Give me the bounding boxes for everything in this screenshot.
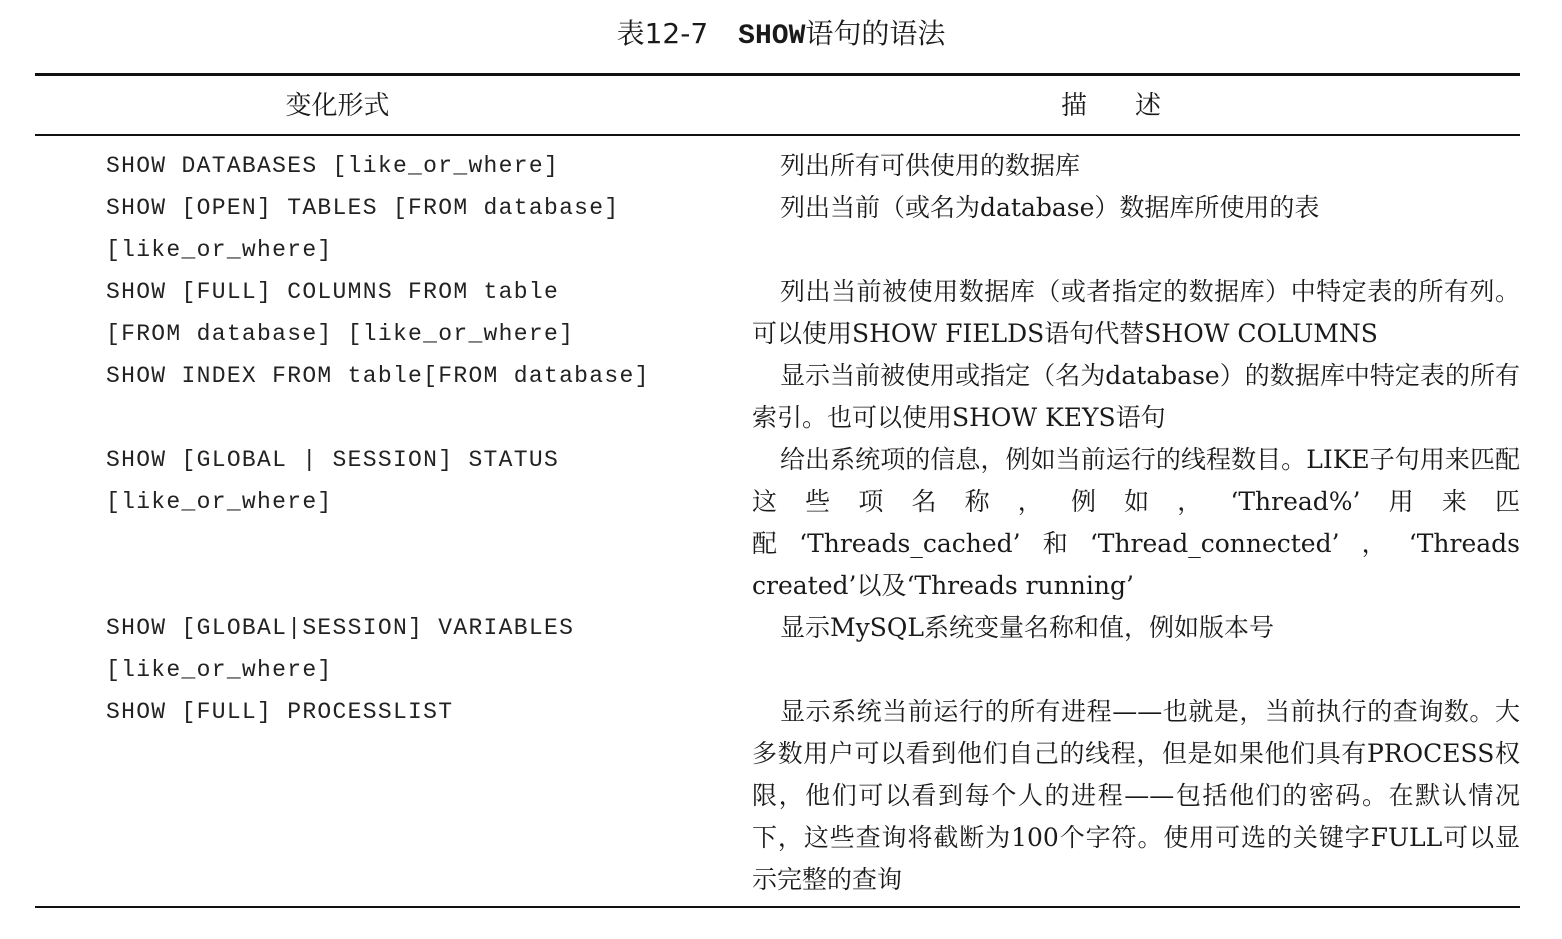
top-rule (35, 73, 1520, 76)
description-cell: 显示当前被使用或指定（名为database）的数据库中特定表的所有索引。也可以使用SHOW KEYS语句 (752, 361, 1520, 432)
description-cell: 列出当前（或名为database）数据库所使用的表 (780, 193, 1320, 222)
description-cell: 列出所有可供使用的数据库 (780, 151, 1081, 180)
syntax-cell: SHOW [GLOBAL | SESSION] STATUS [like_or_where] (106, 447, 560, 515)
description-cell: 显示MySQL系统变量名称和值，例如版本号 (780, 613, 1274, 642)
header-rule (35, 134, 1520, 136)
table-number: 表12-7 (616, 17, 709, 50)
syntax-cell: SHOW DATABASES [like_or_where] (106, 153, 560, 179)
header-form: 变化形式 (285, 91, 390, 121)
caption-keyword: SHOW (738, 21, 806, 52)
syntax-cell: SHOW [OPEN] TABLES [FROM database] [like_or_where] (106, 195, 620, 263)
description-cell: 列出当前被使用数据库（或者指定的数据库）中特定表的所有列。可以使用SHOW FIELDS语句代替SHOW COLUMNS (752, 277, 1520, 348)
header-description: 描述 (1060, 91, 1209, 121)
bottom-rule (35, 906, 1520, 908)
caption-title: 语句的语法 (805, 17, 946, 50)
syntax-cell: SHOW [GLOBAL|SESSION] VARIABLES [like_or_where] (106, 615, 575, 683)
table-caption (0, 14, 1562, 57)
syntax-cell: SHOW INDEX FROM table[FROM database] (106, 363, 650, 389)
syntax-cell: SHOW [FULL] PROCESSLIST (106, 699, 454, 725)
description-cell: 给出系统项的信息，例如当前运行的线程数目。LIKE子句用来匹配这些项名称，例如，‘Thread%’用来匹配‘Threads_cached’和‘Thread_connected’，‘Threads created’以及‘Threads running’ (752, 445, 1520, 600)
syntax-cell: SHOW [FULL] COLUMNS FROM table [FROM database] [like_or_where] (106, 279, 575, 347)
description-cell: 显示系统当前运行的所有进程——也就是，当前执行的查询数。大多数用户可以看到他们自己的线程，但是如果他们具有PROCESS权限，他们可以看到每个人的进程——包括他们的密码。在默认情况下，这些查询将截断为100个字符。使用可选的关键字FULL可以显示完整的查询 (752, 697, 1520, 894)
